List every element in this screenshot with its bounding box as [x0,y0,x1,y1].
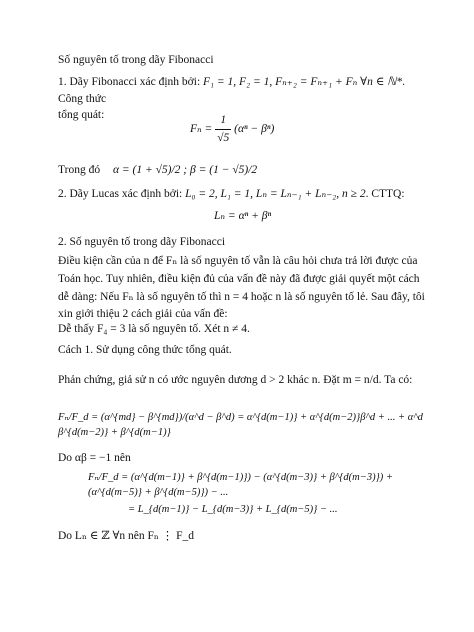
section-heading: 2. Số nguyên tố trong dãy Fibonacci [58,236,226,248]
alpha-beta-line [58,162,426,179]
formula-lhs: Fₙ = [190,122,213,135]
paragraph-4: Phản chứng, giả sử n có ước nguyên dương d > 2 khác n. Đặt m = n/d. Ta có: [58,374,413,386]
paragraph-2: Dễ thấy F₄ = 3 là số nguyên tố. Xét n ≠ 4. [58,323,250,335]
s1-lead: 1. Dãy Fibonacci xác định bởi: [58,76,201,88]
formula-den: √5 [217,131,230,144]
fibonacci-formula [190,112,274,146]
lucas-formula: Lₙ = αⁿ + βⁿ [214,210,272,222]
paragraph-6: Do Lₙ ∈ ℤ ∀n nên Fₙ ⋮ F_d [58,530,195,542]
s1-line2: tổng quát: [58,109,105,122]
paragraph-3: Cách 1. Sử dụng công thức tổng quát. [58,344,232,356]
s1-def: F₁ = 1, F₂ = 1, Fₙ₊₂ = Fₙ₊₁ + Fₙ ∀n ∈ ℕ* [203,76,403,88]
s2-tail: . CTTQ: [365,188,405,200]
s2-def: L₀ = 2, L₁ = 1, Lₙ = Lₙ₋₁ + Lₙ₋₂, n ≥ 2 [185,188,366,200]
s1-tail: . Công thức [58,76,405,105]
alpha-beta: α = (1 + √5)/2 ; β = (1 − √5)/2 [112,164,258,176]
formula-rhs: (αⁿ − βⁿ) [234,122,275,135]
doc-title: Số nguyên tố trong dãy Fibonacci [58,54,214,66]
where-label: Trong đó [58,164,101,176]
equation-2b: = L_{d(m−1)} − L_{d(m−3)} + L_{d(m−5)} − ... [128,504,338,515]
equation-2a: Fₙ/F_d = (α^{d(m−1)} + β^{d(m−1)}) − (α^{d(m−3)} + β^{d(m−3)}) + (α^{d(m−5)} + β^{d(m−5)}) − ... [88,472,393,499]
equation-1: Fₙ/F_d = (α^{md} − β^{md})/(α^d − β^d) = α^{d(m−1)} + α^{d(m−2)}β^d + ... + α^d β^{d(m−2)} + β^{d(m−1)} [58,412,423,439]
paragraph-1: Điều kiện cần của n để Fₙ là số nguyên tố vẫn là câu hỏi chưa trả lời được của Toán học. Tuy nhiên, điều kiện đủ của vấn đề này đã được giải quyết một cách dễ dàng: Nếu Fₙ là số nguyên tố thì n = 4 hoặc n là số nguyên tố lẻ. Sau đây, tôi xin giới thiệu 2 cách giải của vấn đề: [58,255,425,321]
s2-lead: 2. Dãy Lucas xác định bởi: [58,188,183,200]
formula-fraction [215,112,231,146]
lucas-definition [58,186,426,203]
paragraph-5: Do αβ = −1 nên [58,452,131,464]
formula-num: 1 [215,112,231,130]
